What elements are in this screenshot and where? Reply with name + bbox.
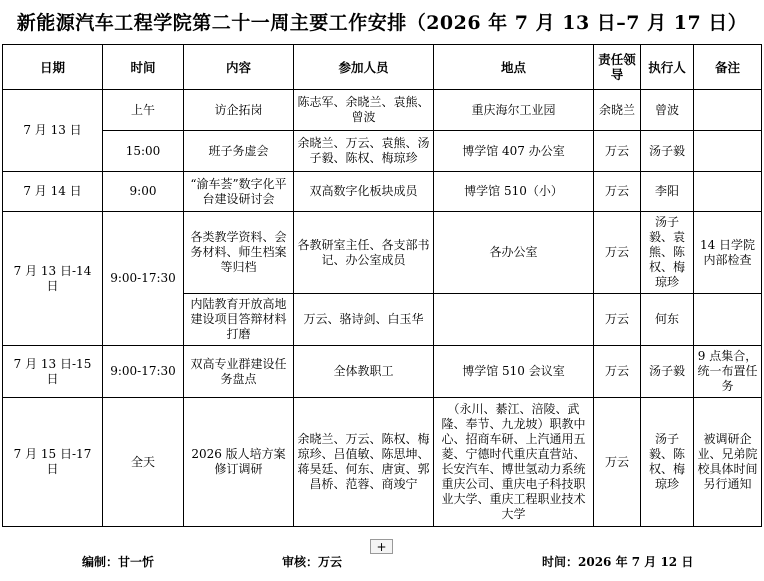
cell-date: 7 月 13 日 bbox=[3, 90, 103, 172]
cell-leader: 万云 bbox=[594, 294, 641, 346]
cell-time: 15:00 bbox=[103, 131, 184, 172]
schedule-table bbox=[2, 44, 762, 527]
cell-content: “渝车荟”数字化平台建设研讨会 bbox=[184, 172, 294, 212]
header-location: 地点 bbox=[434, 45, 594, 90]
table-row bbox=[3, 346, 762, 398]
table-row bbox=[3, 131, 762, 172]
header-executor: 执行人 bbox=[641, 45, 694, 90]
header-time: 时间 bbox=[103, 45, 184, 90]
cell-executor: 汤子毅、袁熊、陈权、梅琼珍 bbox=[641, 212, 694, 294]
cell-content: 各类教学资料、会务材料、师生档案等归档 bbox=[184, 212, 294, 294]
cell-location: 博学馆 510 会议室 bbox=[434, 346, 594, 398]
cell-participants: 余晓兰、万云、陈权、梅琼珍、吕值敏、陈思坤、蒋昊廷、何东、唐寅、郭昌桥、范蓉、商竣宁 bbox=[294, 398, 434, 527]
cell-participants: 陈志军、余晓兰、袁熊、曾波 bbox=[294, 90, 434, 131]
cell-location: 博学馆 510（小） bbox=[434, 172, 594, 212]
cell-date: 7 月 15 日-17 日 bbox=[3, 398, 103, 527]
cell-participants: 余晓兰、万云、袁熊、汤子毅、陈权、梅琼珍 bbox=[294, 131, 434, 172]
cell-location: 各办公室 bbox=[434, 212, 594, 294]
cell-executor: 何东 bbox=[641, 294, 694, 346]
cell-remark bbox=[694, 294, 762, 346]
footer-date: 时间：2026 年 7 月 12 日 bbox=[542, 555, 694, 569]
header-row bbox=[3, 45, 762, 90]
table-row bbox=[3, 90, 762, 131]
cell-content: 2026 版人培方案修订调研 bbox=[184, 398, 294, 527]
header-remark: 备注 bbox=[694, 45, 762, 90]
cell-leader: 万云 bbox=[594, 172, 641, 212]
cell-leader: 万云 bbox=[594, 212, 641, 294]
cell-executor: 汤子毅、陈权、梅琼珍 bbox=[641, 398, 694, 527]
cell-remark: 9 点集合，统一布置任务 bbox=[694, 346, 762, 398]
cell-participants: 万云、骆诗剑、白玉华 bbox=[294, 294, 434, 346]
cell-remark bbox=[694, 90, 762, 131]
cell-leader: 万云 bbox=[594, 131, 641, 172]
header-date: 日期 bbox=[3, 45, 103, 90]
cell-remark: 被调研企业、兄弟院校具体时间另行通知 bbox=[694, 398, 762, 527]
cell-remark bbox=[694, 131, 762, 172]
cell-leader: 万云 bbox=[594, 346, 641, 398]
cell-participants: 各教研室主任、各支部书记、办公室成员 bbox=[294, 212, 434, 294]
add-button[interactable]: + bbox=[370, 539, 393, 554]
footer-reviewer: 审核：万云 bbox=[282, 555, 343, 569]
page-title: 新能源汽车工程学院第二十一周主要工作安排（2026 年 7 月 13 日–7 月 17 日） bbox=[16, 12, 748, 34]
cell-time: 9:00-17:30 bbox=[103, 346, 184, 398]
table-row bbox=[3, 212, 762, 294]
cell-content: 班子务虚会 bbox=[184, 131, 294, 172]
header-content: 内容 bbox=[184, 45, 294, 90]
header-leader: 责任领导 bbox=[594, 45, 641, 90]
cell-date: 7 月 13 日-14 日 bbox=[3, 212, 103, 346]
cell-time: 9:00 bbox=[103, 172, 184, 212]
cell-leader: 万云 bbox=[594, 398, 641, 527]
cell-participants: 双高数字化板块成员 bbox=[294, 172, 434, 212]
table-row bbox=[3, 172, 762, 212]
cell-executor: 汤子毅 bbox=[641, 346, 694, 398]
cell-time: 上午 bbox=[103, 90, 184, 131]
cell-location bbox=[434, 294, 594, 346]
cell-date: 7 月 13 日-15 日 bbox=[3, 346, 103, 398]
cell-time: 全天 bbox=[103, 398, 184, 527]
cell-executor: 李阳 bbox=[641, 172, 694, 212]
cell-executor: 汤子毅 bbox=[641, 131, 694, 172]
cell-location: 博学馆 407 办公室 bbox=[434, 131, 594, 172]
cell-location: （永川、綦江、涪陵、武隆、奉节、九龙坡）职教中心、招商车研、上汽通用五菱、宁德时代重庆直营站、长安汽车、博世氢动力系统重庆公司、重庆电子科技职业大学、重庆工程职业技术大学 bbox=[434, 398, 594, 527]
cell-remark: 14 日学院内部检查 bbox=[694, 212, 762, 294]
cell-time: 9:00-17:30 bbox=[103, 212, 184, 346]
table-row bbox=[3, 398, 762, 527]
footer-editor: 编制：甘一忻 bbox=[82, 555, 155, 569]
cell-date: 7 月 14 日 bbox=[3, 172, 103, 212]
cell-location: 重庆海尔工业园 bbox=[434, 90, 594, 131]
cell-participants: 全体教职工 bbox=[294, 346, 434, 398]
cell-content: 内陆教育开放高地建设项目答辩材料打磨 bbox=[184, 294, 294, 346]
cell-content: 访企拓岗 bbox=[184, 90, 294, 131]
cell-executor: 曾波 bbox=[641, 90, 694, 131]
cell-leader: 余晓兰 bbox=[594, 90, 641, 131]
cell-content: 双高专业群建设任务盘点 bbox=[184, 346, 294, 398]
header-participants: 参加人员 bbox=[294, 45, 434, 90]
cell-remark bbox=[694, 172, 762, 212]
